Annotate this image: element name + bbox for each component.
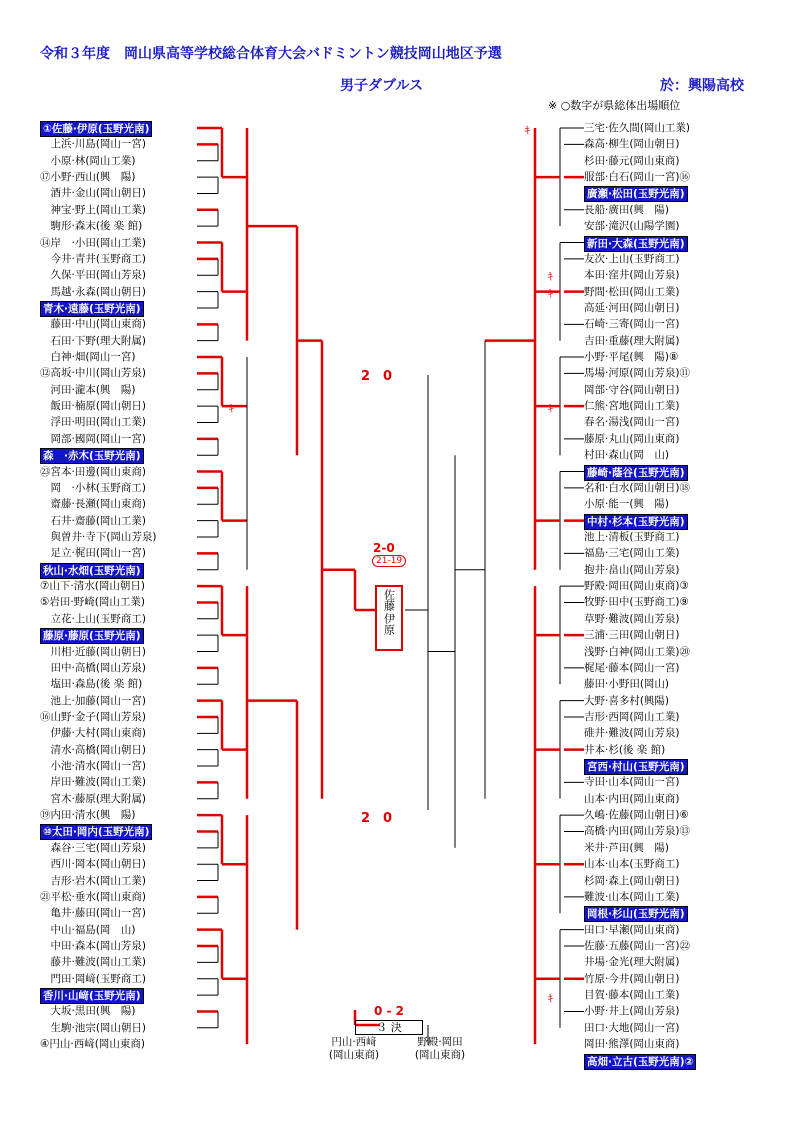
retire-mark: ｷ	[548, 404, 553, 415]
entry-name: 久嶋·佐藤(岡山朝日)⑥	[584, 809, 689, 822]
right-entry	[584, 579, 744, 593]
entry-name: 中村·杉本(玉野光南)	[584, 514, 688, 530]
right-entry	[584, 154, 744, 168]
right-entry	[584, 923, 744, 937]
entry-name: 新田·大森(玉野光南)	[584, 236, 688, 252]
entry-name: 井本·杉(後 楽 館)	[584, 743, 666, 756]
left-entry	[40, 972, 196, 986]
right-entry	[584, 1054, 744, 1068]
left-entry	[40, 481, 196, 495]
entry-name: 藤原·藤原(玉野光南)	[40, 628, 144, 644]
page-title: 令和３年度 岡山県高等学校総合体育大会バドミントン競技岡山地区予選	[40, 46, 502, 62]
entry-name: 香川·山﨑(玉野光南)	[40, 988, 144, 1004]
left-entry	[40, 579, 196, 593]
left-entry	[40, 366, 196, 380]
left-entry	[40, 628, 196, 642]
entry-name: 名和·白水(岡山朝日)⑱	[584, 481, 691, 494]
right-entry	[584, 186, 744, 200]
entry-name: 福島·三宅(岡山工業)	[584, 547, 680, 560]
left-entry	[40, 939, 196, 953]
entry-name: 竹原·今井(岡山朝日)	[584, 972, 680, 985]
third-place-score: 0 - 2	[374, 1004, 405, 1018]
entry-name: ⑰小野·西山(興 陽)	[40, 171, 136, 184]
retire-mark: ｷ	[548, 272, 553, 283]
left-entry	[40, 841, 196, 855]
entry-name: 白神·畑(岡山一宮)	[40, 351, 136, 364]
entry-name: 岡 ·小林(玉野商工)	[40, 481, 147, 494]
right-entry	[584, 612, 744, 626]
left-entry	[40, 890, 196, 904]
semi-score-bottom: 2 0	[361, 811, 393, 826]
entry-name: ④円山·西﨑(岡山東商)	[40, 1038, 145, 1051]
right-entry	[584, 285, 744, 299]
entry-name: 野間·松田(岡山工業)	[584, 285, 680, 298]
right-entry	[584, 857, 744, 871]
right-entry	[584, 710, 744, 724]
left-entry	[40, 285, 196, 299]
right-entry	[584, 759, 744, 773]
right-entry	[584, 219, 744, 233]
entry-name: 河田·瀧本(興 陽)	[40, 383, 136, 396]
entry-name: ⑤岩田·野崎(岡山工業)	[40, 596, 145, 609]
right-entry	[584, 1004, 744, 1018]
right-entry	[584, 497, 744, 511]
entry-name: 中山·福島(岡 山)	[40, 923, 136, 936]
entry-name: ㉑平松·垂水(岡山東商)	[40, 890, 147, 903]
entry-name: 伊藤·大村(岡山東商)	[40, 727, 147, 740]
right-entry	[584, 203, 744, 217]
entry-name: 神宝·野上(岡山工業)	[40, 203, 147, 216]
right-entry	[584, 399, 744, 413]
entry-name: 池上·清板(玉野商工)	[584, 531, 680, 543]
left-entry	[40, 988, 196, 1002]
right-entry	[584, 121, 744, 135]
entry-name: 春名·湯浅(岡山一宮)	[584, 416, 680, 429]
right-entry	[584, 1021, 744, 1035]
entry-name: 上浜·川島(岡山一宮)	[40, 138, 147, 151]
entry-name: 岡部·國岡(岡山一宮)	[40, 432, 147, 445]
right-entry	[584, 432, 744, 446]
entry-name: 大坂·黒田(興 陽)	[40, 1005, 136, 1018]
left-entry	[40, 399, 196, 413]
right-entry	[584, 465, 744, 479]
right-entry	[584, 514, 744, 528]
entry-name: 小原·林(岡山工業)	[40, 154, 136, 167]
entry-name: 森谷·三宅(岡山芳泉)	[40, 841, 147, 854]
right-entry	[584, 137, 744, 151]
right-entry	[584, 383, 744, 397]
final-score: 2-0	[373, 541, 395, 555]
entry-name: 草野·難波(岡山芳泉)	[584, 612, 680, 625]
entry-name: 目賀·藤本(岡山工業)	[584, 989, 680, 1002]
right-entry	[584, 645, 744, 659]
right-entry	[584, 677, 744, 691]
left-entry	[40, 824, 196, 838]
entry-name: ①佐藤·伊原(玉野光南)	[40, 121, 152, 137]
entry-name: 牧野·田中(玉野商工)⑨	[584, 596, 689, 609]
left-entry	[40, 677, 196, 691]
right-entry	[584, 694, 744, 708]
right-entry	[584, 317, 744, 331]
entry-name: ⑩太田·岡内(玉野光南)	[40, 824, 152, 840]
entry-name: 小野·平尾(興 陽)⑧	[584, 351, 679, 364]
left-entry	[40, 432, 196, 446]
semi-score-top: 2 0	[361, 369, 393, 384]
right-entry	[584, 546, 744, 560]
entry-name: 足立·梶田(岡山一宮)	[40, 547, 147, 560]
third-place-team-a	[316, 1036, 392, 1062]
left-entry	[40, 546, 196, 560]
entry-name: 長船·廣田(興 陽)	[584, 203, 670, 216]
right-entry	[584, 939, 744, 953]
left-entry	[40, 1021, 196, 1035]
entry-name: 藤崎·蔭谷(玉野光南)	[584, 465, 688, 481]
entry-name: 高橋·内田(岡山芳泉)⑬	[584, 825, 691, 838]
entry-name: 岸田·難波(岡山工業)	[40, 776, 147, 789]
entry-name: 石井·齋藤(岡山工業)	[40, 514, 147, 527]
entry-name: 生駒·池宗(岡山朝日)	[40, 1021, 147, 1034]
entry-name: 立花·上山(玉野商工)	[40, 612, 147, 625]
legend-note: ※ ○数字が県総体出場順位	[548, 99, 681, 112]
entry-name: 藤井·難波(岡山工業)	[40, 956, 147, 969]
entry-name: 杉田·藤元(岡山東商)	[584, 154, 680, 167]
left-entry	[40, 268, 196, 282]
entry-name: 三浦·三田(岡山朝日)	[584, 629, 680, 642]
retire-mark: ｷ	[525, 126, 530, 137]
entry-name: 山本·山本(玉野商工)	[584, 858, 680, 871]
retire-mark: ｷ	[229, 404, 234, 415]
entry-name: 齋藤·長瀬(岡山東商)	[40, 498, 147, 511]
champion-name-bottom: 伊原	[382, 613, 396, 635]
entry-name: 飯田·楠原(岡山朝日)	[40, 400, 147, 413]
right-entry	[584, 906, 744, 920]
entry-name: 浅野·白神(岡山工業)⑳	[584, 645, 691, 658]
entry-name: 井場·金光(理大附属)	[584, 956, 680, 969]
third-a-school: (岡山東商)	[328, 1049, 380, 1061]
left-entry	[40, 1004, 196, 1018]
entry-name: 亀井·藤田(岡山一宮)	[40, 907, 147, 920]
entry-name: 清水·高橋(岡山朝日)	[40, 743, 147, 756]
left-entry	[40, 154, 196, 168]
right-entry	[584, 415, 744, 429]
left-entry	[40, 874, 196, 888]
left-entry	[40, 465, 196, 479]
entry-name: 廣瀬·松田(玉野光南)	[584, 186, 688, 202]
entry-name: 米井·芦田(興 陽)	[584, 841, 670, 854]
entry-name: 佐藤·五藤(岡山一宮)㉒	[584, 940, 691, 952]
right-entry	[584, 726, 744, 740]
entry-name: 久保·平田(岡山芳泉)	[40, 269, 147, 282]
entry-name: 石田·下野(理大附属)	[40, 334, 147, 347]
entry-name: 服部·白石(岡山一宮)⑯	[584, 171, 691, 184]
left-entry	[40, 252, 196, 266]
entry-name: 難波·山本(岡山工業)	[584, 890, 680, 903]
entry-name: ㉓宮本·田邊(岡山東商)	[40, 465, 147, 478]
entry-name: 抱井·畠山(岡山芳泉)	[584, 563, 680, 576]
entry-name: 仁熊·宮地(岡山工業)	[584, 400, 680, 413]
left-entry	[40, 792, 196, 806]
entry-name: 野殿·岡田(岡山東商)③	[584, 580, 689, 593]
right-entry	[584, 530, 744, 544]
left-entry	[40, 530, 196, 544]
final-game-score: 21-19	[372, 555, 406, 567]
entry-name: 小野·井上(岡山芳泉)	[584, 1005, 680, 1018]
entry-name: 寺田·山本(岡山一宮)	[584, 776, 680, 789]
entry-name: 本田·窪井(岡山芳泉)	[584, 269, 680, 282]
left-entry	[40, 1037, 196, 1051]
left-entry	[40, 121, 196, 135]
left-entry	[40, 694, 196, 708]
champion-box	[375, 585, 403, 651]
right-entry	[584, 808, 744, 822]
entry-name: 岡田·熊澤(岡山東商)	[584, 1038, 680, 1051]
entry-name: 石崎·三寄(岡山一宮)	[584, 318, 680, 331]
entry-name: 安部·滝沢(山陽学園)	[584, 220, 680, 233]
third-place-team-b	[400, 1036, 480, 1062]
entry-name: 秋山·水畑(玉野光南)	[40, 563, 144, 579]
retire-mark: ｷ	[548, 289, 553, 300]
entry-name: 杉岡·森上(岡山朝日)	[584, 874, 680, 887]
entry-name: 岡部·守谷(岡山朝日)	[584, 383, 680, 396]
entry-name: 吉田·重藤(理大附属)	[584, 334, 680, 347]
left-entry	[40, 645, 196, 659]
left-entry	[40, 317, 196, 331]
retire-mark: ｷ	[548, 994, 553, 1005]
right-entry	[584, 841, 744, 855]
right-entry	[584, 743, 744, 757]
left-entry	[40, 923, 196, 937]
left-entry	[40, 808, 196, 822]
entry-name: 川相·近藤(岡山朝日)	[40, 645, 147, 658]
left-entry	[40, 219, 196, 233]
event-title: 男子ダブルス	[340, 78, 424, 94]
right-entry	[584, 988, 744, 1002]
entry-name: 池上·加藤(岡山一宮)	[40, 694, 147, 707]
left-entry	[40, 350, 196, 364]
entry-name: 三宅·佐久間(岡山工業)	[584, 122, 691, 134]
entry-name: 藤田·小野田(岡山)	[584, 678, 670, 691]
left-entry	[40, 448, 196, 462]
left-entry	[40, 857, 196, 871]
champion-name-top: 佐藤	[382, 589, 396, 611]
left-entry	[40, 595, 196, 609]
entry-name: 藤原·丸山(岡山東商)	[584, 432, 680, 445]
right-entry	[584, 481, 744, 495]
third-a-name: 円山·西﨑	[331, 1036, 377, 1048]
entry-name: 吉形·西岡(岡山工業)	[584, 710, 680, 723]
right-entry	[584, 628, 744, 642]
entry-name: 馬場·河原(岡山芳泉)⑪	[584, 367, 691, 380]
entry-name: 森 ·赤木(玉野光南)	[40, 448, 144, 464]
entry-name: 大野·喜多村(興陽)	[584, 694, 670, 707]
left-entry	[40, 170, 196, 184]
third-b-school: (岡山東商)	[414, 1049, 466, 1061]
left-entry	[40, 514, 196, 528]
entry-name: 田口·早瀬(岡山東商)	[584, 923, 680, 936]
left-entry	[40, 137, 196, 151]
entry-name: ⑯山野·金子(岡山芳泉)	[40, 710, 147, 723]
entry-name: 高畑·立古(玉野光南)②	[584, 1054, 696, 1070]
right-entry	[584, 955, 744, 969]
left-entry	[40, 301, 196, 315]
right-entry	[584, 595, 744, 609]
right-entry	[584, 448, 744, 462]
entry-name: ⑦山下·清水(岡山朝日)	[40, 580, 145, 593]
left-entry	[40, 661, 196, 675]
entry-name: 山本·内田(岡山東商)	[584, 792, 680, 805]
entry-name: 森高·柳生(岡山朝日)	[584, 138, 680, 151]
entry-name: 梶尾·藤本(岡山一宮)	[584, 661, 680, 674]
left-entry	[40, 906, 196, 920]
right-entry	[584, 366, 744, 380]
entry-name: 駒形·森末(後 楽 館)	[40, 220, 143, 233]
third-b-name: 野殿·岡田	[417, 1036, 463, 1048]
left-entry	[40, 497, 196, 511]
left-entry	[40, 743, 196, 757]
left-entry	[40, 726, 196, 740]
right-entry	[584, 972, 744, 986]
right-entry	[584, 334, 744, 348]
venue: 於：興陽高校	[660, 78, 744, 94]
entry-name: ⑫高坂·中川(岡山芳泉)	[40, 367, 147, 380]
right-entry	[584, 563, 744, 577]
entry-name: 浮田·明田(岡山工業)	[40, 416, 147, 429]
entry-name: 宮西·村山(玉野光南)	[584, 759, 688, 775]
left-entry	[40, 334, 196, 348]
left-entry	[40, 186, 196, 200]
entry-name: 吉形·岩木(岡山工業)	[40, 874, 147, 887]
right-entry	[584, 236, 744, 250]
right-entry	[584, 170, 744, 184]
right-entry	[584, 775, 744, 789]
entry-name: ⑲内田·清水(興 陽)	[40, 809, 136, 822]
left-entry	[40, 775, 196, 789]
left-entry	[40, 236, 196, 250]
entry-name: 高延·河田(岡山朝日)	[584, 301, 680, 314]
left-entry	[40, 955, 196, 969]
entry-name: 小原·能一(興 陽)	[584, 498, 670, 511]
entry-name: ⑭岸 ·小田(岡山工業)	[40, 236, 147, 249]
entry-name: 田中·高橋(岡山芳泉)	[40, 661, 147, 674]
entry-name: 門田·岡﨑(玉野商工)	[40, 972, 147, 985]
left-entry	[40, 383, 196, 397]
entry-name: 小池·清水(岡山一宮)	[40, 760, 147, 773]
right-entry	[584, 301, 744, 315]
left-entry	[40, 415, 196, 429]
entry-name: 岡根·杉山(玉野光南)	[584, 906, 688, 922]
right-entry	[584, 661, 744, 675]
right-entry	[584, 1037, 744, 1051]
right-entry	[584, 824, 744, 838]
entry-name: 田口·大地(岡山一宮)	[584, 1021, 680, 1034]
right-entry	[584, 350, 744, 364]
right-entry	[584, 792, 744, 806]
left-entry	[40, 759, 196, 773]
entry-name: 青木·遠藤(玉野光南)	[40, 301, 144, 317]
entry-name: 塩田·森島(後 楽 館)	[40, 678, 143, 691]
left-entry	[40, 563, 196, 577]
entry-name: 酒井·金山(岡山朝日)	[40, 187, 147, 200]
third-place-label: ３ 決	[355, 1020, 423, 1035]
entry-name: 友次·上山(玉野商工)	[584, 252, 680, 265]
entry-name: 藤田·中山(岡山東商)	[40, 318, 147, 331]
right-entry	[584, 268, 744, 282]
entry-name: 馬越·永森(岡山朝日)	[40, 285, 147, 298]
right-entry	[584, 890, 744, 904]
entry-name: 今井·青井(玉野商工)	[40, 252, 147, 265]
left-entry	[40, 203, 196, 217]
entry-name: 村田·森山(岡 山)	[584, 449, 670, 462]
left-entry	[40, 612, 196, 626]
entry-name: 中田·森本(岡山芳泉)	[40, 940, 147, 952]
right-entry	[584, 874, 744, 888]
right-entry	[584, 252, 744, 266]
left-entry	[40, 710, 196, 724]
entry-name: 宮木·藤原(理大附属)	[40, 792, 147, 805]
entry-name: 碓井·難波(岡山芳泉)	[584, 727, 680, 740]
entry-name: 與曽井·寺下(岡山芳泉)	[40, 531, 157, 543]
entry-name: 西川·岡本(岡山朝日)	[40, 858, 147, 871]
